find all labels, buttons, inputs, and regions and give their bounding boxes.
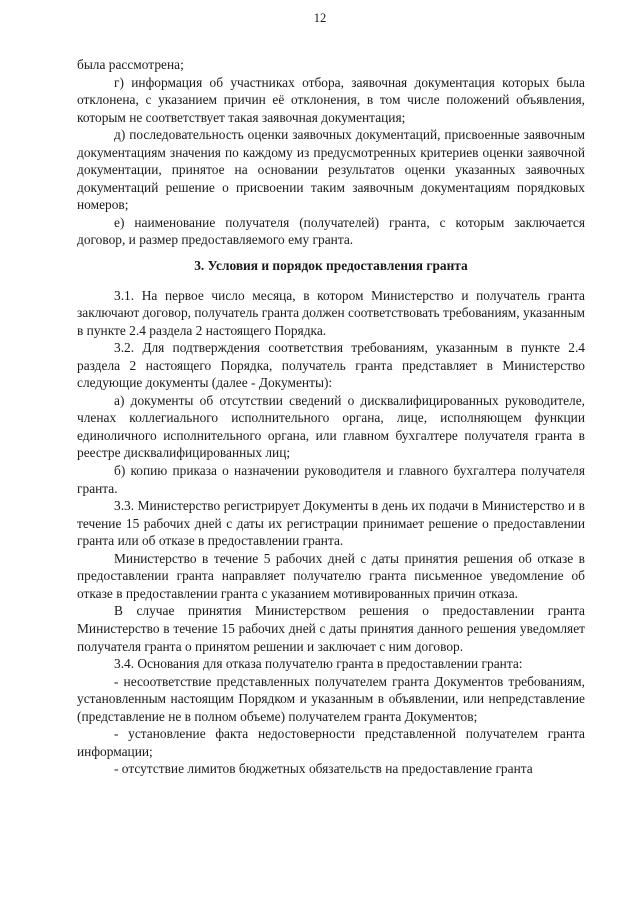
page-number: 12 — [313, 11, 327, 25]
paragraphs-before-section — [77, 56, 585, 249]
paragraph: д) последовательность оценки заявочных документаций, присвоенные заявочным документациям значения по каждому из предусмотренных критериев оценки заявочной документации, принятое на основании результатов оценки указанных заявочных документаций решение о присвоении таким заявочным документациям порядковых номеров; — [77, 127, 585, 213]
paragraph: е) наименование получателя (получателей) гранта, с которым заключается договор, и размер предоставляемого ему гранта. — [77, 214, 585, 248]
paragraph: а) документы об отсутствии сведений о дисквалифицированных руководителе, членах коллегиального исполнительного органа, лице, исполняющем функции единоличного исполнительного органа, или главном бухгалтере получателя гранта в реестре дисквалифицированных лиц; — [77, 392, 585, 461]
paragraph: - отсутствие лимитов бюджетных обязательств на предоставление гранта — [114, 761, 533, 777]
paragraph: - несоответствие представленных получателем гранта Документов требованиям, установленным настоящим Порядком и указанным в объявлении, или непредставление (представление не в полном объеме) получателем гранта Документов; — [77, 673, 585, 724]
paragraph: была рассмотрена; — [77, 57, 184, 72]
paragraph: г) информация об участниках отбора, заявочная документация которых была отклонена, с указанием причин её отклонения, в том числе положений объявления, которым не соответствует такая заявочная документация; — [77, 74, 585, 125]
paragraph: 3.2. Для подтверждения соответствия требованиям, указанным в пункте 2.4 раздела 2 настоящего Порядка, получатель гранта представляет в Министерство следующие документы (далее - Документы): — [77, 340, 585, 391]
paragraph: Министерство в течение 5 рабочих дней с даты принятия решения об отказе в предоставлении гранта направляет получателю гранта письменное уведомление об отказе в предоставлении гранта с указанием мотивированных причин отказа. — [77, 550, 585, 601]
paragraph: В случае принятия Министерством решения о предоставлении гранта Министерство в течение 15 рабочих дней с даты принятия данного решения уведомляет получателя гранта о принятом решении и заключает с ним договор. — [77, 603, 585, 654]
section-heading: 3. Условия и порядок предоставления гранта — [194, 258, 468, 274]
section-3-paragraphs — [77, 287, 585, 778]
paragraph: 3.3. Министерство регистрирует Документы в день их подачи в Министерство и в течение 15 рабочих дней с даты их регистрации принимает решение о предоставлении гранта или об отказе в предоставлении гранта. — [77, 498, 585, 549]
paragraph: 3.4. Основания для отказа получателю гранта в предоставлении гранта: — [114, 656, 523, 672]
paragraph: 3.1. На первое число месяца, в котором Министерство и получатель гранта заключают договор, получатель гранта должен соответствовать требованиям, указанным в пункте 2.4 раздела 2 настоящего Порядка. — [77, 287, 585, 338]
paragraph: - установление факта недостоверности представленной получателем гранта информации; — [77, 726, 585, 759]
paragraph: б) копию приказа о назначении руководителя и главного бухгалтера получателя гранта. — [77, 463, 585, 496]
document-body — [77, 56, 585, 778]
